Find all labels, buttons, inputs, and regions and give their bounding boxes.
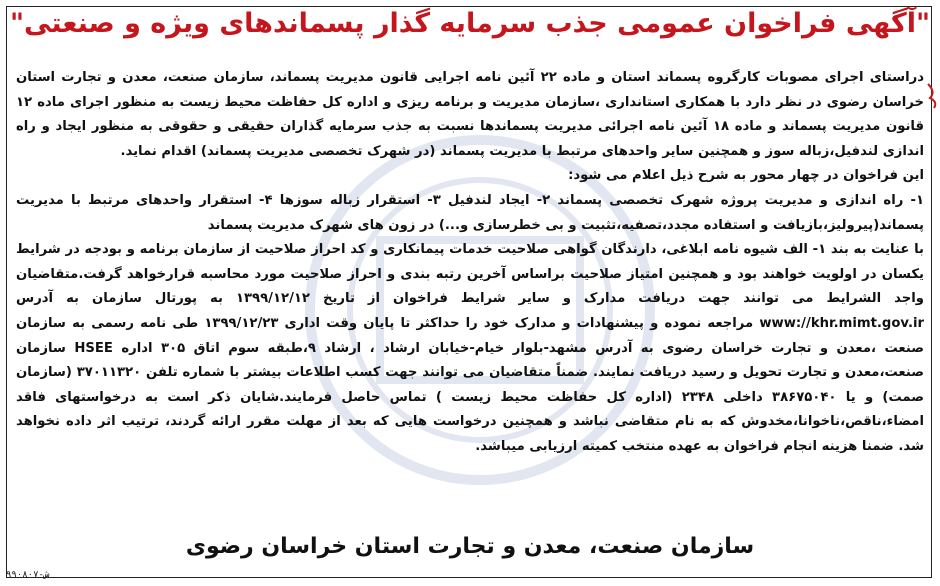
notice-body [16, 66, 924, 460]
axes-intro-line: این فراخوان در چهار محور به شرح ذیل اعلام می شود: [568, 168, 924, 184]
red-pen-mark-icon [926, 80, 940, 110]
notice-code: ۹۹۰۸۰۷-ش [6, 570, 50, 580]
axes-list-paragraph: ۱- راه اندازی و مدیریت پروژه شهرک تخصصی پسماند ۲- ایجاد لندفیل ۳- استقرار زباله سوزها ۴- استقرار واحدهای مرتبط با مدیریت پسماند(پیرولیز،بازیافت و استفاده مجدد،تصفیه،تثبیت و بی خطرسازی و...) در زون های شهرک مدیریت پسماند [16, 192, 925, 233]
notice-title: "آگهی فراخوان عمومی جذب سرمایه گذار پسماندهای ویژه و صنعتی" [9, 8, 931, 39]
conditions-paragraph: با عنایت به بند ۱- الف شیوه نامه ابلاغی، دارندگان گواهی صلاحیت خدمات پیمانکاری و کد احراز صلاحیت از سازمان برنامه و بودجه در شرایط یکسان در اولویت خواهند بود و همچنین امتیاز صلاحیت براساس آخرین رتبه بندی و احراز صلاحیت مورد محاسبه قرارخواهد گرفت.متقاضیان واجد الشرایط می توانند جهت دریافت مدارک و سایر شرایط فراخوان از تاریخ ۱۳۹۹/۱۲/۱۲ به پورتال سازمان به آدرس www://khr.mimt.gov.ir مراجعه نموده و پیشنهادات و مدارک خود را حداکثر تا پایان وقت اداری ۱۳۹۹/۱۲/۲۳ طی نامه رسمی به سازمان صنعت ،معدن و تجارت خراسان رضوی به آدرس مشهد-بلوار خیام-خیابان ارشاد ، ارشاد ۹،طبقه سوم اتاق ۳۰۵ اداره HSEE سازمان صنعت،معدن و تجارت تحویل و رسید دریافت نمایند. ضمناً متقاضیان می توانند جهت کسب اطلاعات بیشتر با شماره تلفن ۳۷۰۱۱۳۲۰ (سازمان صمت) و یا ۳۸۶۷۵۰۴۰ داخلی ۲۳۴۸ (اداره کل حفاظت محیط زیست ) تماس حاصل فرمایند.شایان ذکر است به درخواستهای فاقد امضاء،ناقص،ناخوانا،مخدوش که به نام متقاضی نباشد و همچنین درخواست هایی که بعد از مهلت مقرر ارائه گردند، ترتیب اثر داده نخواهد شد. ضمنا هزینه انجام فراخوان به عهده منتخب کمیته ارزیابی میباشد. [16, 242, 925, 454]
issuer-signature: سازمان صنعت، معدن و تجارت استان خراسان رضوی [185, 534, 755, 559]
intro-paragraph: دراستای اجرای مصوبات کارگروه پسماند استان و ماده ۲۲ آئین نامه اجرایی قانون مدیریت پسماند، سازمان صنعت، معدن و تجارت استان خراسان رضوی در نظر دارد با همکاری استانداری ،سازمان مدیریت و برنامه ریزی و اداره کل حفاظت محیط زیست به منظور اجرای ماده ۱۲ قانون مدیریت پسماند و ماده ۱۸ آئین نامه اجرائی مدیریت پسماندها نسبت به جذب سرمایه گذاران حقیقی و حقوقی به منظور ایجاد و راه اندازی لندفیل،زباله سوز و همچنین سایر واحدهای مرتبط با مدیریت پسماند (در شهرک تخصصی مدیریت پسماند) اقدام نماید. [16, 70, 925, 159]
